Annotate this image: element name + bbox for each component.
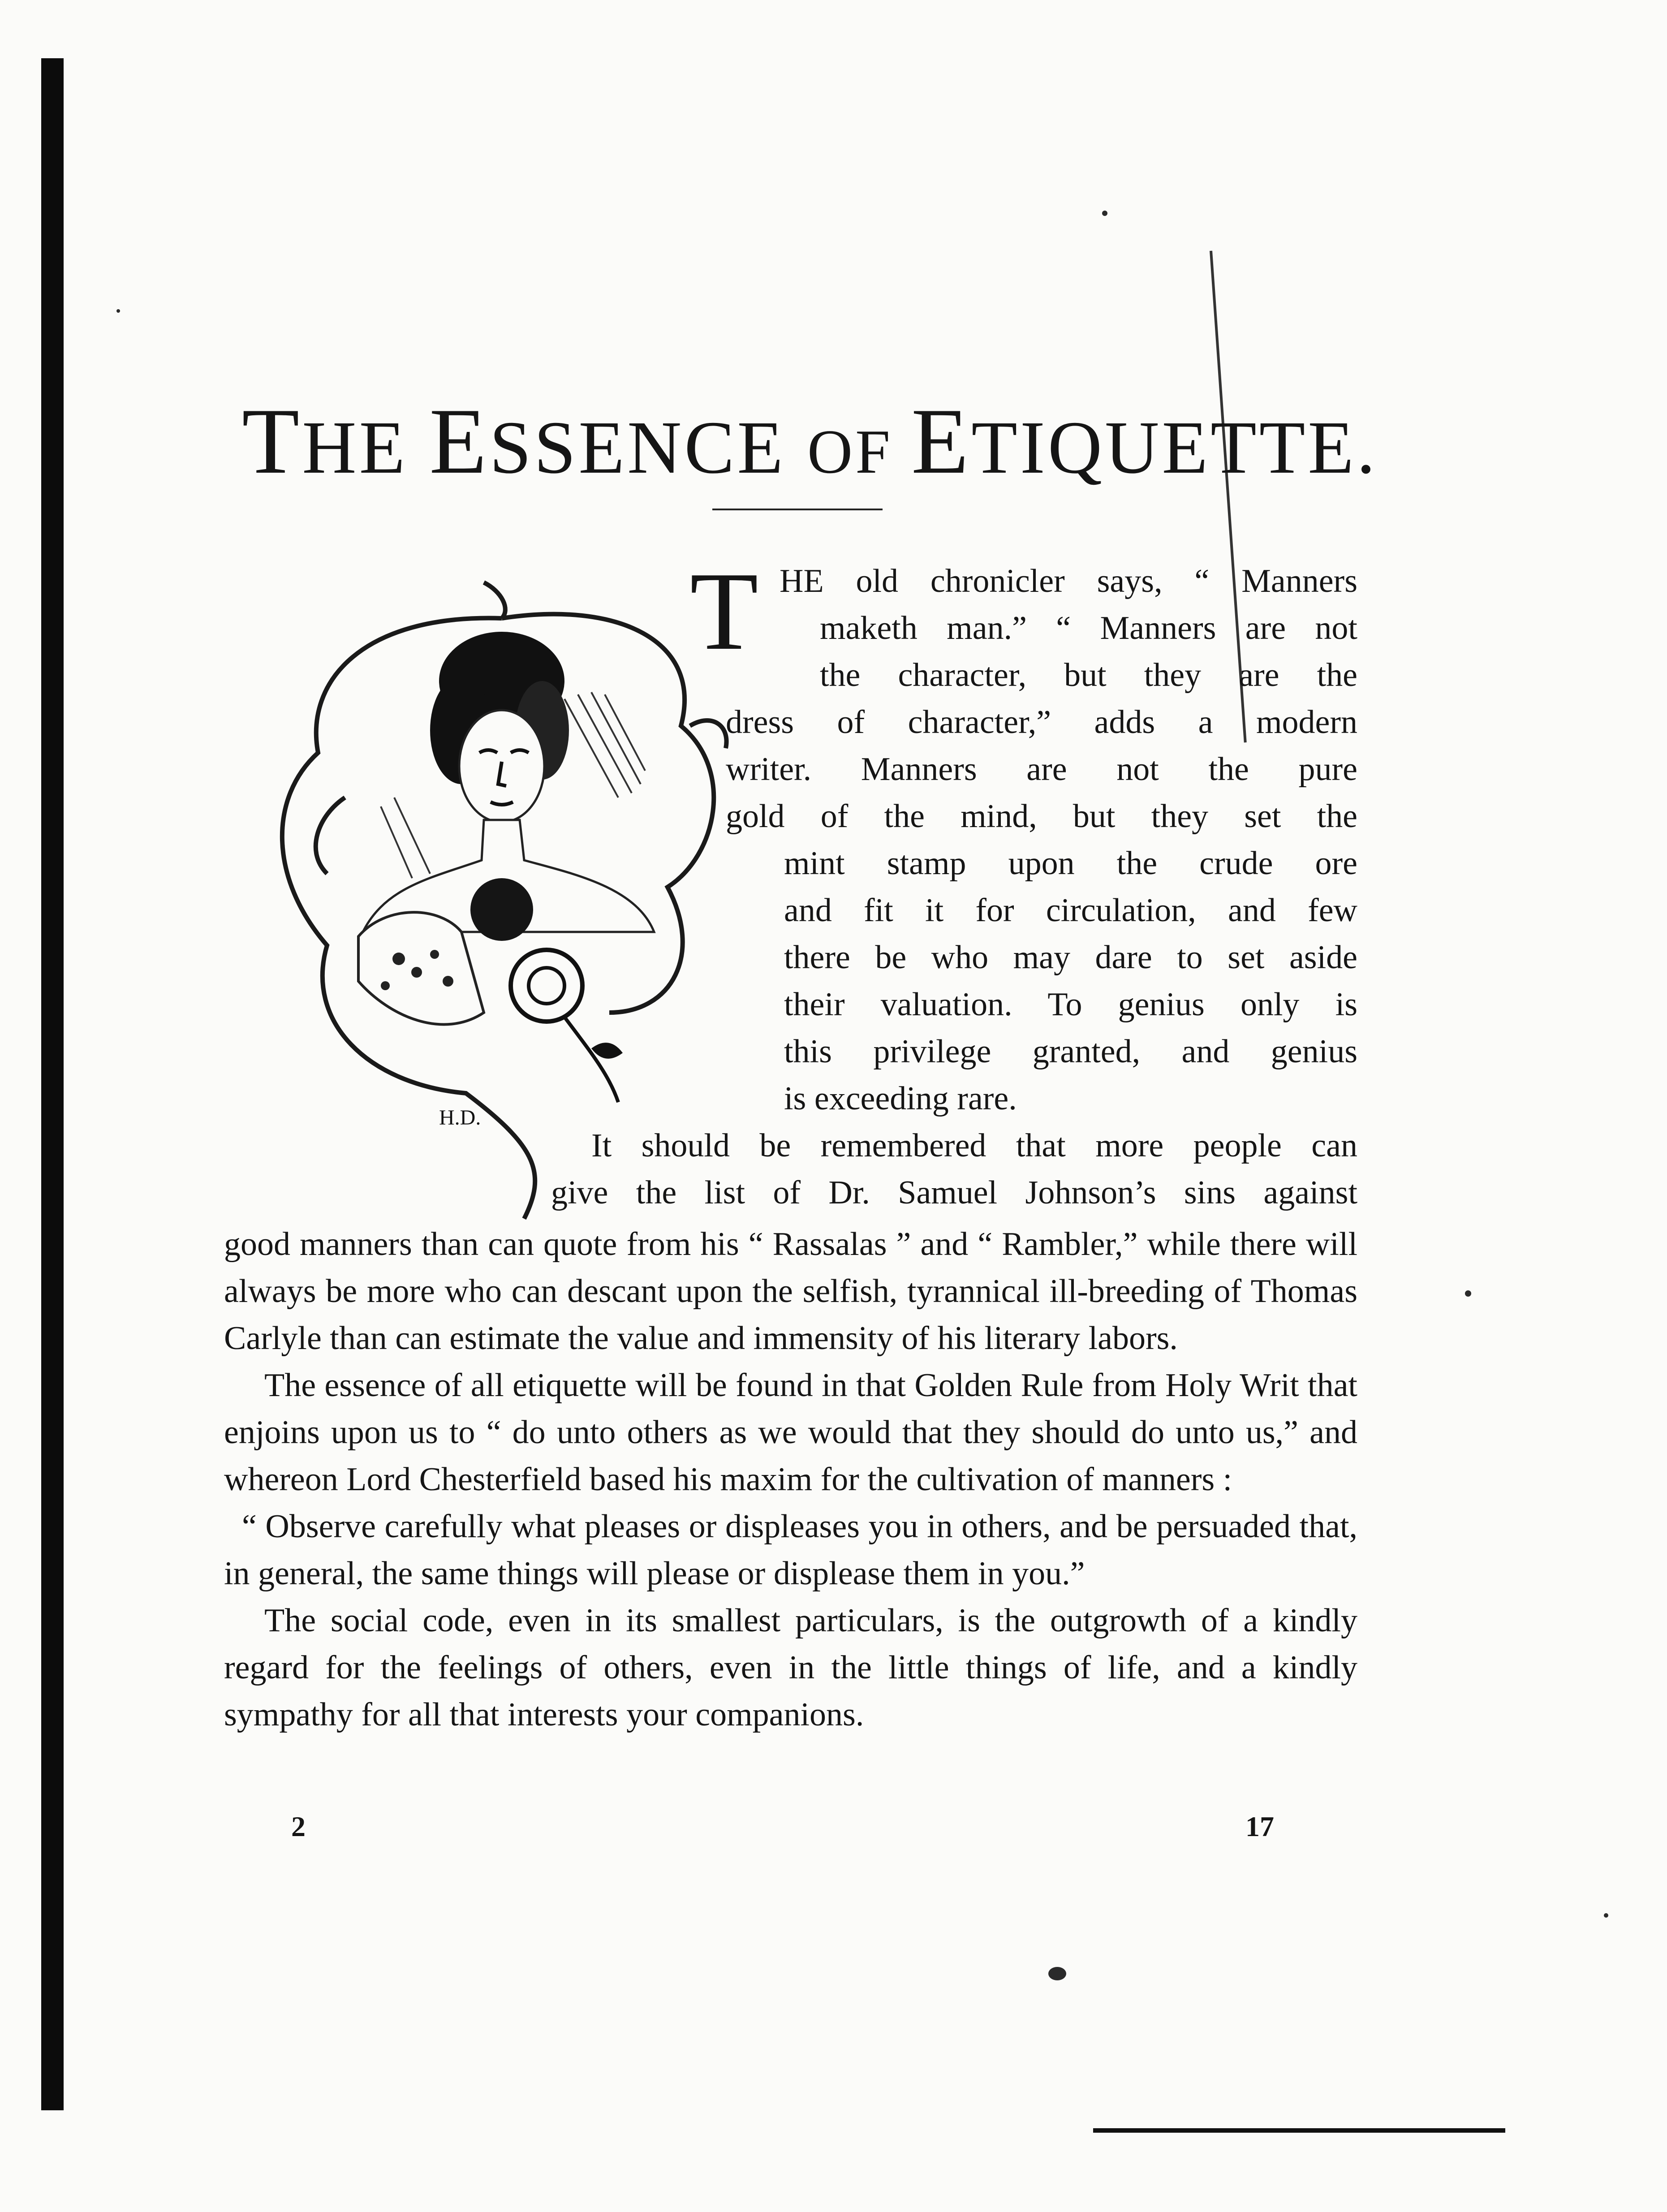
intro-line: dress of character,” adds a modern xyxy=(726,704,1357,741)
portrait-illustration xyxy=(251,565,762,1223)
scan-speck xyxy=(1604,1913,1608,1918)
intro-line: writer. Manners are not the pure xyxy=(726,751,1357,788)
para2-line: give the list of Dr. Samuel Johnson’s sins against xyxy=(551,1174,1357,1211)
binding-edge xyxy=(41,58,64,2110)
intro-line: the character, but they are the xyxy=(820,657,1357,694)
scan-speck xyxy=(1048,1967,1066,1980)
paragraph: “ Observe carefully what pleases or displeases you in others, and be persuaded that, in general, the same things will please or displease them in you.” xyxy=(224,1508,1357,1592)
intro-line: HE old chronicler says, “ Manners xyxy=(780,563,1357,599)
page-number: 17 xyxy=(1245,1811,1274,1842)
intro-line: mint stamp upon the crude ore xyxy=(784,845,1357,882)
title-word: HE xyxy=(302,406,430,489)
intro-line: is exceeding rare. xyxy=(784,1080,1017,1117)
intro-line: gold of the mind, but they set the xyxy=(726,798,1357,835)
title-word: TIQUETTE. xyxy=(971,406,1378,489)
intro-line: there be who may dare to set aside xyxy=(784,939,1357,976)
scan-speck xyxy=(1465,1290,1471,1297)
signature-mark: 2 xyxy=(291,1811,306,1842)
intro-line: their valuation. To genius only is xyxy=(784,986,1357,1023)
title-cap: E xyxy=(911,389,972,493)
body-text xyxy=(224,1221,1357,1738)
bottom-rule xyxy=(1093,2128,1505,2133)
para2-line: It should be remembered that more people can xyxy=(591,1127,1357,1164)
paragraph: good manners than can quote from his “ Rassalas ” and “ Rambler,” while there will always be more who can descant upon the selfish, tyrannical ill-breeding of Thomas Carlyle than can estimate the value and immensity of his literary labors. xyxy=(224,1226,1357,1357)
paragraph: The essence of all etiquette will be found in that Golden Rule from Holy Writ that enjoins upon us to “ do unto others as we would that they should do unto us,” and whereon Lord Chesterfield based his maxim for the cultivation of manners : xyxy=(224,1367,1357,1498)
paragraph: The social code, even in its smallest particulars, is the outgrowth of a kindly regard for the feelings of others, even in the little things of life, and a kindly sympathy for all that interests your companions. xyxy=(224,1602,1357,1733)
title-word: SSENCE xyxy=(489,406,808,489)
title-cap: T xyxy=(242,389,302,493)
intro-line: maketh man.” “ Manners are not xyxy=(820,610,1357,647)
title-word: OF xyxy=(807,417,911,487)
title-rule xyxy=(712,509,883,510)
scan-speck xyxy=(1102,211,1107,216)
scan-speck xyxy=(116,309,120,313)
page-title xyxy=(242,385,1378,497)
drop-cap: T xyxy=(690,549,758,673)
title-cap: E xyxy=(429,389,490,493)
intro-line: and fit it for circulation, and few xyxy=(784,892,1357,929)
artist-initials: H.D. xyxy=(439,1106,481,1130)
intro-line: this privilege granted, and genius xyxy=(784,1033,1357,1070)
